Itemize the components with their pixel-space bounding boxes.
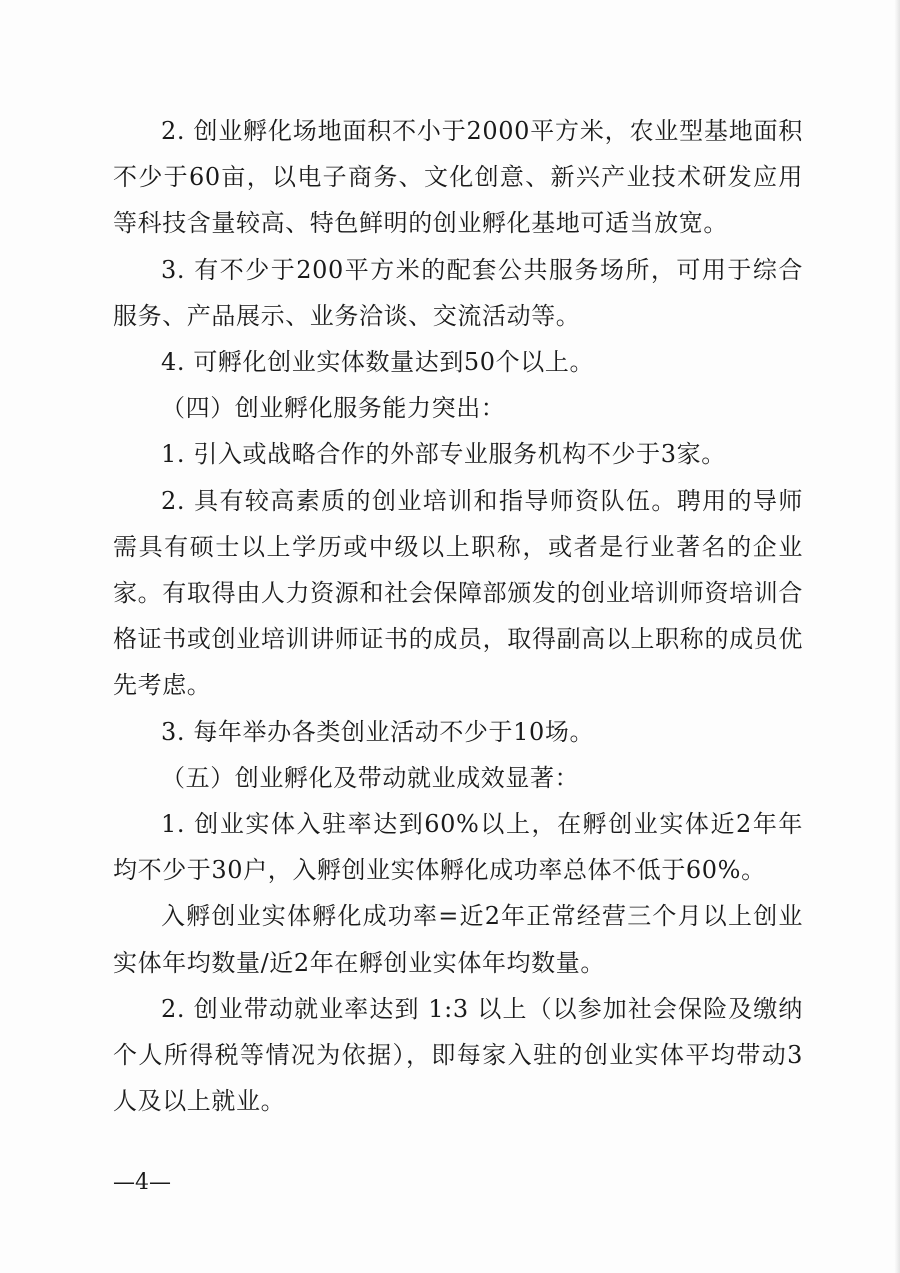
paragraph-employment-ratio: 2. 创业带动就业率达到 1:3 以上（以参加社会保险及缴纳个人所得税等情况为依据），即每家入驻的创业实体平均带动3人及以上就业。 [113,994,803,1116]
paragraph-annual-activities: 3. 每年举办各类创业活动不少于10场。 [161,717,595,746]
paragraph-public-service-space: 3. 有不少于200平方米的配套公共服务场所，可用于综合服务、产品展示、业务洽谈、交流活动等。 [113,255,803,330]
page-edge-shadow [894,0,900,1273]
paragraph-entity-capacity: 4. 可孵化创业实体数量达到50个以上。 [161,348,595,377]
paragraph-mentor-team: 2. 具有较高素质的创业培训和指导师资队伍。聘用的导师需具有硕士以上学历或中级以上职称，或者是行业著名的企业家。有取得由人力资源和社会保障部颁发的创业培训师资培训合格证书或创业培训讲师证书的成员，取得副高以上职称的成员优先考虑。 [113,486,803,700]
paragraph-site-area: 2. 创业孵化场地面积不小于2000平方米，农业型基地面积不少于60亩，以电子商务、文化创意、新兴产业技术研发应用等科技含量较高、特色鲜明的创业孵化基地可适当放宽。 [113,117,803,238]
section-heading-service-capability: （四）创业孵化服务能力突出： [161,394,506,423]
paragraph-external-service-agencies: 1. 引入或战略合作的外部专业服务机构不少于3家。 [161,440,726,469]
document-body [113,108,803,1124]
paragraph-success-rate-formula: 入孵创业实体孵化成功率=近2年正常经营三个月以上创业实体年均数量/近2年在孵创业实体年均数量。 [113,902,803,977]
paragraph-occupancy-rate: 1. 创业实体入驻率达到60%以上，在孵创业实体近2年年均不少于30户，入孵创业实体孵化成功率总体不低于60%。 [113,810,803,885]
section-heading-incubation-results: （五）创业孵化及带动就业成效显著： [161,763,580,792]
page-number: —4— [113,1170,171,1195]
